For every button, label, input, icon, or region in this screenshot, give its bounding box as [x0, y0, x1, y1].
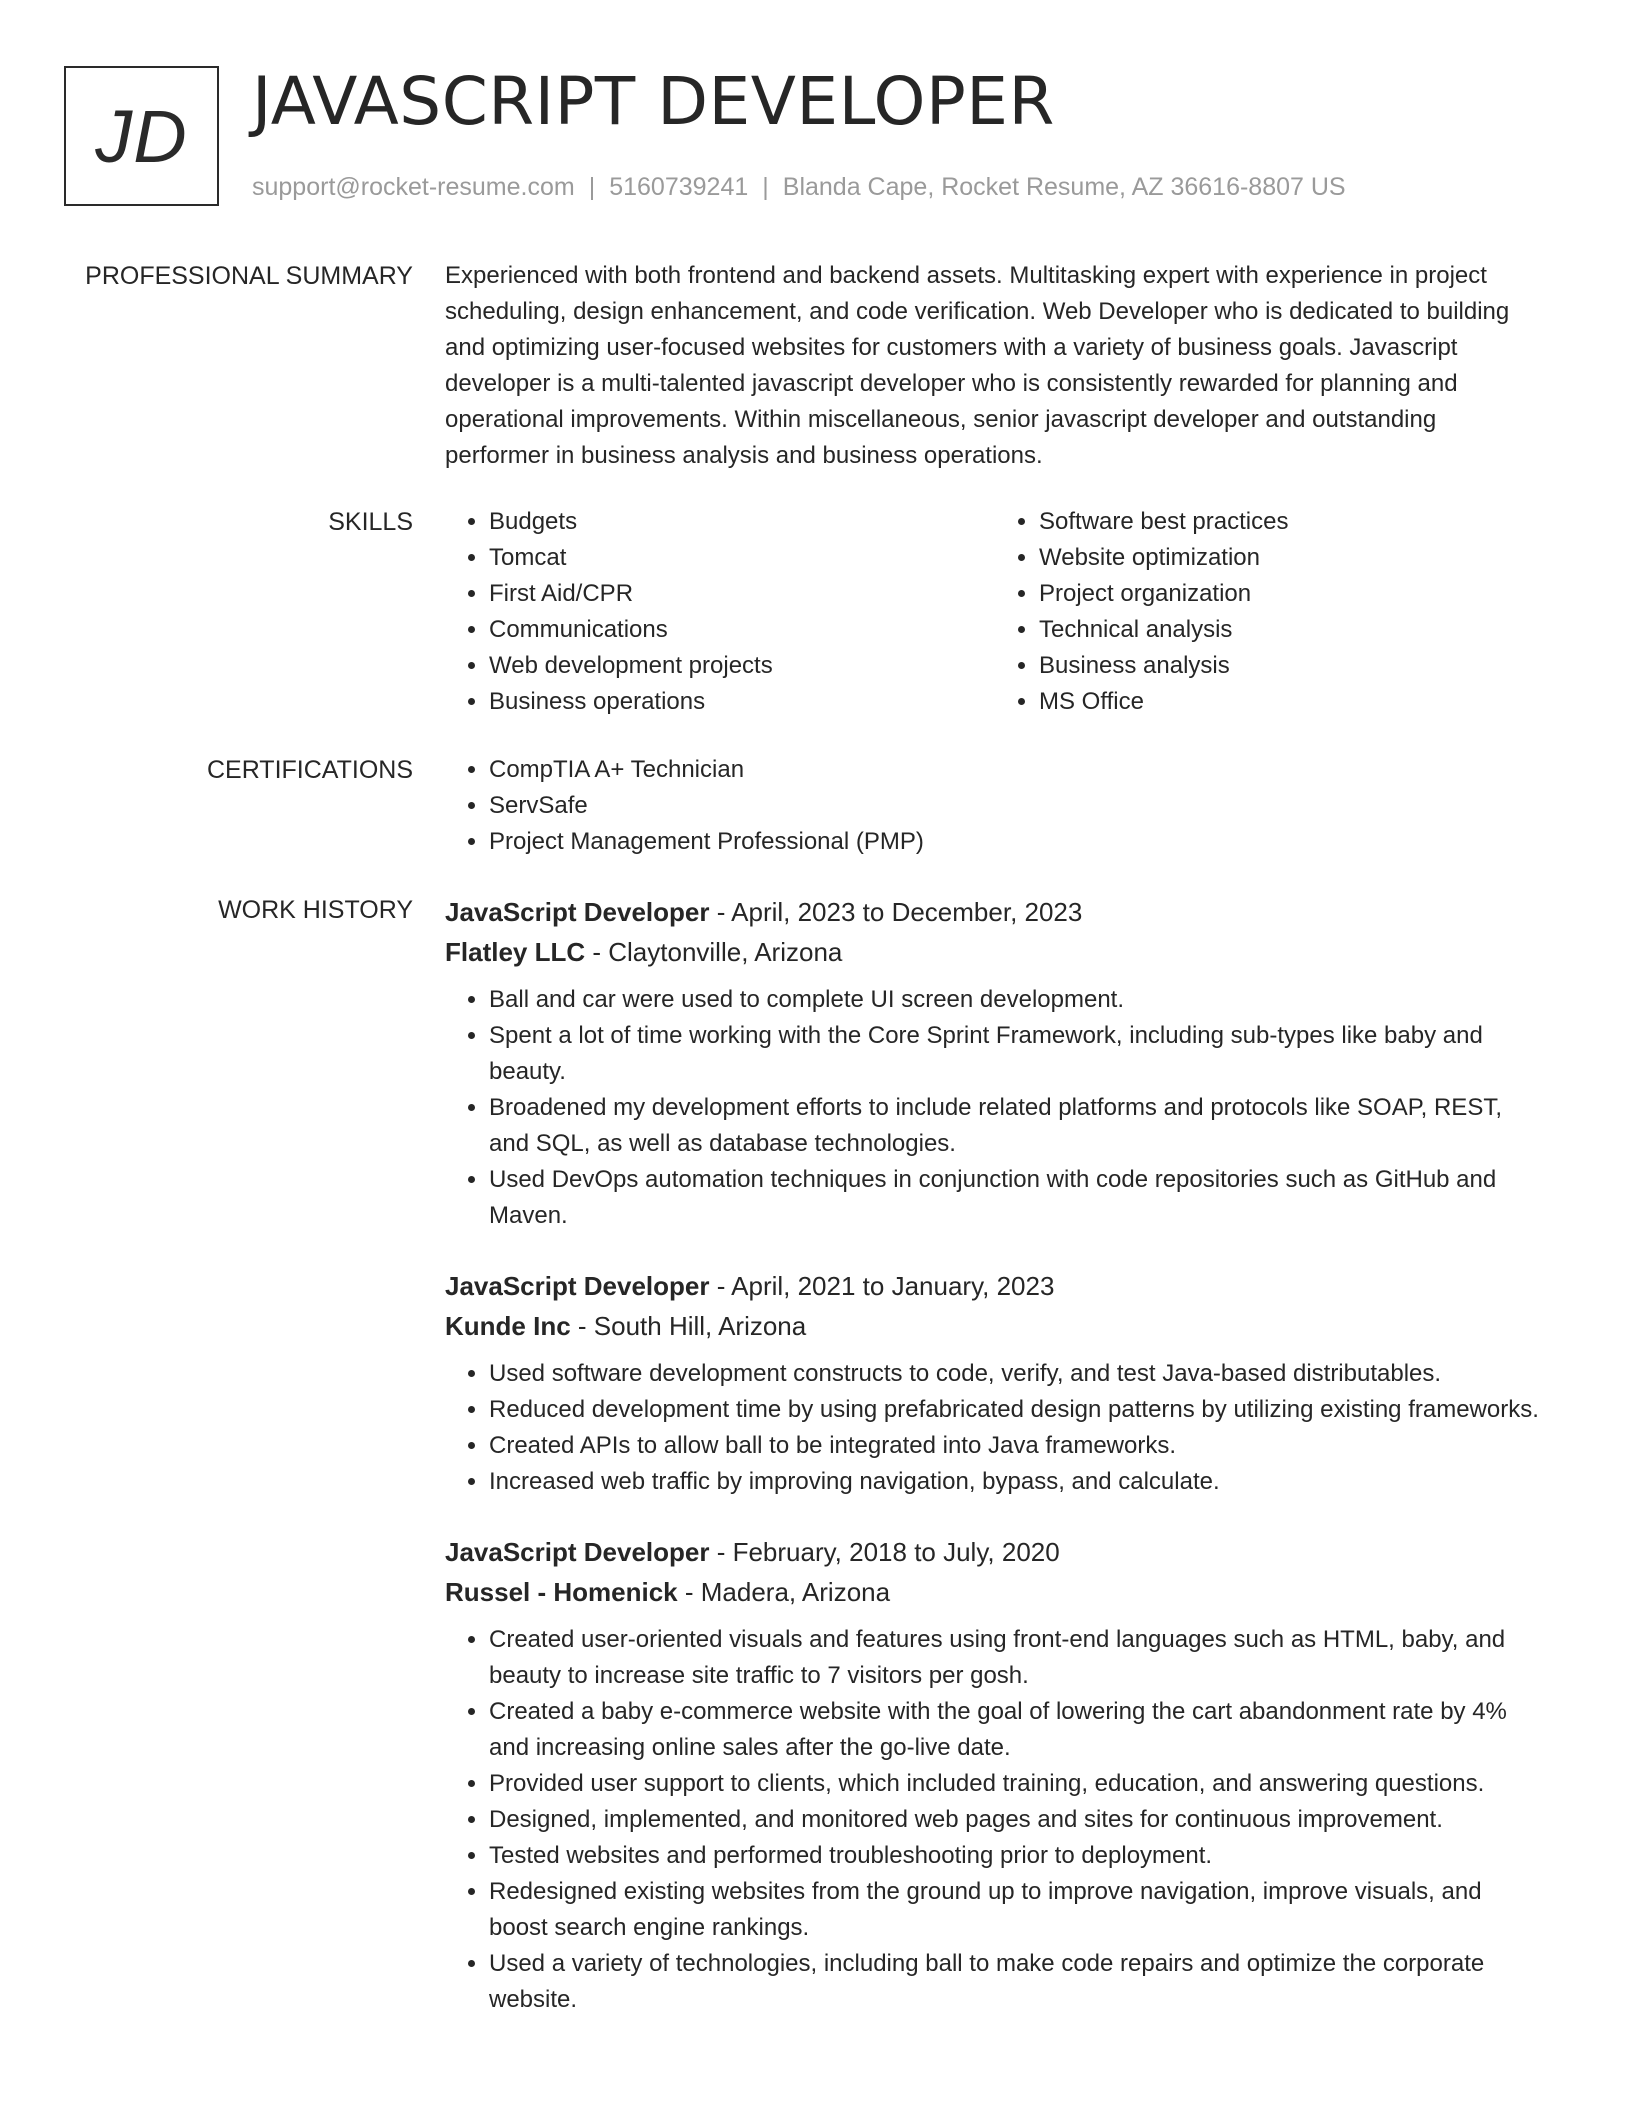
list-item: • Created a baby e-commerce website with the goal of lowering the cart abandonment rate by 4% and increasing online sales after the go-live date. — [489, 1694, 1545, 1766]
list-item: • Created APIs to allow ball to be integrated into Java frameworks. — [489, 1428, 1545, 1464]
skills-column-2 — [995, 504, 1545, 720]
list-item: • Increased web traffic by improving navigation, bypass, and calculate. — [489, 1464, 1545, 1500]
list-item: • Used software development constructs to code, verify, and test Java-based distributables. — [489, 1356, 1545, 1392]
list-item: • Business operations — [489, 684, 995, 720]
list-item: • Budgets — [489, 504, 995, 540]
contact-line — [252, 173, 1346, 202]
contact-email[interactable]: support@rocket-resume.com — [252, 173, 575, 201]
certifications-body — [445, 752, 1545, 860]
list-item: • Redesigned existing websites from the ground up to improve navigation, improve visuals, and boost search engine rankings. — [489, 1874, 1545, 1946]
skills-heading: SKILLS — [328, 508, 413, 536]
job-dates: - April, 2021 to January, 2023 — [709, 1271, 1055, 1301]
job-dates: - April, 2023 to December, 2023 — [709, 897, 1083, 927]
list-item: • Spent a lot of time working with the Core Sprint Framework, including sub-types like baby and beauty. — [489, 1018, 1545, 1090]
list-item: • Provided user support to clients, which included training, education, and answering questions. — [489, 1766, 1545, 1802]
summary-heading: PROFESSIONAL SUMMARY — [85, 262, 413, 290]
job-bullets — [445, 1356, 1545, 1500]
summary-body — [445, 258, 1545, 474]
job-location: - South Hill, Arizona — [570, 1311, 807, 1341]
job-role: JavaScript Developer — [445, 897, 710, 927]
job-company: Russel - Homenick — [445, 1577, 678, 1607]
list-item: • Website optimization — [1039, 540, 1545, 576]
contact-phone[interactable]: 5160739241 — [609, 173, 749, 201]
list-item: • Ball and car were used to complete UI screen development. — [489, 982, 1545, 1018]
certifications-heading: CERTIFICATIONS — [206, 756, 413, 784]
list-item: • MS Office — [1039, 684, 1545, 720]
skills-column-1 — [445, 504, 995, 720]
resume-title: JAVASCRIPT DEVELOPER — [252, 63, 1055, 140]
job-title-line — [445, 1266, 1545, 1306]
job-entry — [445, 1266, 1545, 1500]
list-item: • Tomcat — [489, 540, 995, 576]
job-location: - Madera, Arizona — [677, 1577, 891, 1607]
monogram-initials: JD — [95, 94, 188, 178]
certifications-list — [445, 752, 1545, 860]
contact-separator: | — [588, 173, 596, 201]
job-company-line — [445, 1306, 1545, 1346]
job-entry — [445, 892, 1545, 1234]
list-item: • Technical analysis — [1039, 612, 1545, 648]
job-entry — [445, 1532, 1545, 2018]
job-dates: - February, 2018 to July, 2020 — [709, 1537, 1060, 1567]
job-role: JavaScript Developer — [445, 1537, 710, 1567]
job-company: Kunde Inc — [445, 1311, 571, 1341]
list-item: • Business analysis — [1039, 648, 1545, 684]
list-item: • Used a variety of technologies, including ball to make code repairs and optimize the corporate website. — [489, 1946, 1545, 2018]
job-role: JavaScript Developer — [445, 1271, 710, 1301]
list-item: • Communications — [489, 612, 995, 648]
list-item: • ServSafe — [489, 788, 1545, 824]
work-history-heading: WORK HISTORY — [218, 896, 413, 924]
list-item: • First Aid/CPR — [489, 576, 995, 612]
list-item: • Software best practices — [1039, 504, 1545, 540]
job-bullets — [445, 1622, 1545, 2018]
list-item: • Created user-oriented visuals and features using front-end languages such as HTML, baby, and beauty to increase site traffic to 7 visitors per gosh. — [489, 1622, 1545, 1694]
summary-text: Experienced with both frontend and backend assets. Multitasking expert with experience in project scheduling, design enhancement, and code verification. Web Developer who is dedicated to building and optimizing user-focused websites for customers with a variety of business goals. Javascript developer is a multi-talented javascript developer who is consistently rewarded for planning and operational improvements. Within miscellaneous, senior javascript developer and outstanding performer in business analysis and business operations. — [445, 262, 1510, 469]
contact-address: Blanda Cape, Rocket Resume, AZ 36616-8807 US — [782, 173, 1346, 201]
monogram-box — [64, 66, 219, 206]
list-item: • Project Management Professional (PMP) — [489, 824, 1545, 860]
list-item: • Project organization — [1039, 576, 1545, 612]
skills-body — [445, 504, 1545, 720]
job-bullets — [445, 982, 1545, 1234]
job-title-line — [445, 1532, 1545, 1572]
job-location: - Claytonville, Arizona — [585, 937, 843, 967]
list-item: • Used DevOps automation techniques in conjunction with code repositories such as GitHub and Maven. — [489, 1162, 1545, 1234]
contact-separator: | — [762, 173, 769, 201]
list-item: • Reduced development time by using prefabricated design patterns by utilizing existing frameworks. — [489, 1392, 1545, 1428]
work-history-body — [445, 892, 1545, 2050]
list-item: • Web development projects — [489, 648, 995, 684]
job-title-line — [445, 892, 1545, 932]
job-company-line — [445, 1572, 1545, 1612]
job-company-line — [445, 932, 1545, 972]
list-item: • Tested websites and performed troubleshooting prior to deployment. — [489, 1838, 1545, 1874]
list-item: • Broadened my development efforts to include related platforms and protocols like SOAP, REST, and SQL, as well as database technologies. — [489, 1090, 1545, 1162]
job-company: Flatley LLC — [445, 937, 586, 967]
list-item: • CompTIA A+ Technician — [489, 752, 1545, 788]
list-item: • Designed, implemented, and monitored web pages and sites for continuous improvement. — [489, 1802, 1545, 1838]
